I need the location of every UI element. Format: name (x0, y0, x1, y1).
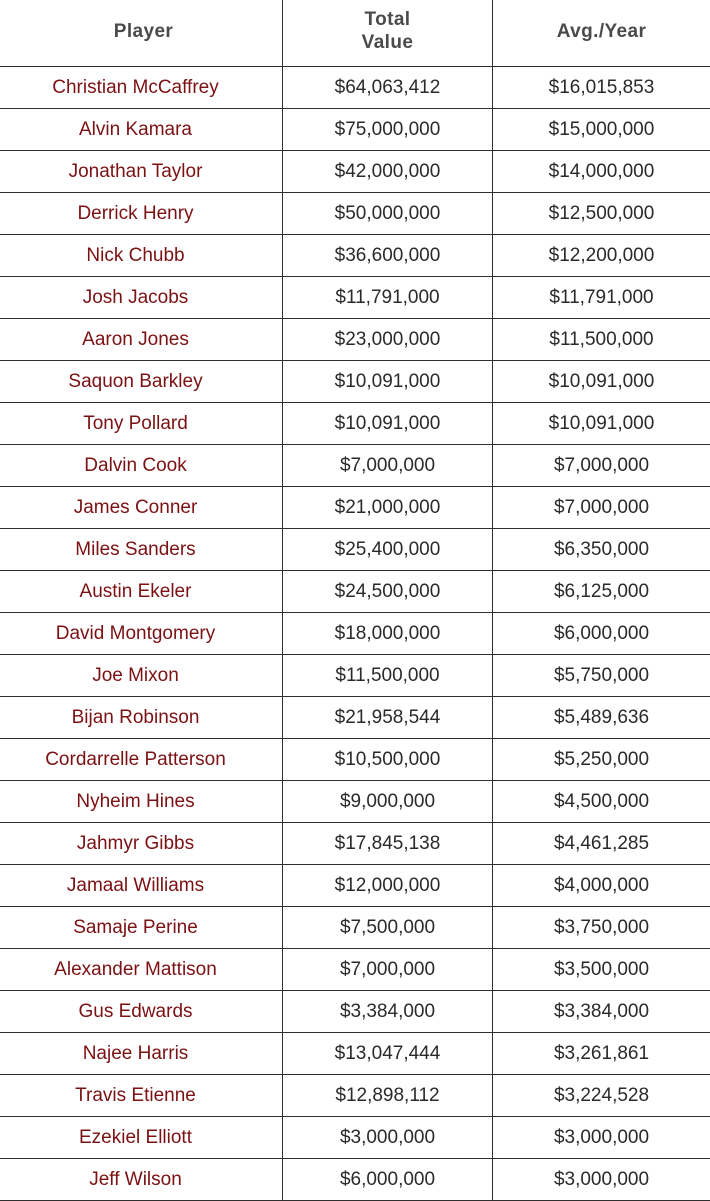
total-value-cell: $10,091,000 (283, 403, 493, 445)
table-row[interactable] (0, 655, 710, 697)
player-name-cell[interactable]: Jahmyr Gibbs (0, 823, 283, 865)
total-value-cell: $10,500,000 (283, 739, 493, 781)
player-name-cell[interactable]: Tony Pollard (0, 403, 283, 445)
avg-per-year-cell: $11,500,000 (493, 319, 710, 361)
table-row[interactable] (0, 823, 710, 865)
avg-per-year-cell: $12,500,000 (493, 193, 710, 235)
avg-per-year-cell: $6,350,000 (493, 529, 710, 571)
table-row[interactable] (0, 361, 710, 403)
table-row[interactable] (0, 739, 710, 781)
total-value-cell: $36,600,000 (283, 235, 493, 277)
avg-year-column-header[interactable]: Avg./Year (493, 0, 710, 67)
table-row[interactable] (0, 865, 710, 907)
total-value-cell: $64,063,412 (283, 67, 493, 109)
avg-per-year-cell: $15,000,000 (493, 109, 710, 151)
avg-per-year-cell: $3,000,000 (493, 1117, 710, 1159)
player-name-cell[interactable]: Alvin Kamara (0, 109, 283, 151)
total-value-header-line2: Value (283, 31, 492, 54)
avg-per-year-cell: $12,200,000 (493, 235, 710, 277)
total-value-cell: $3,000,000 (283, 1117, 493, 1159)
table-row[interactable] (0, 697, 710, 739)
avg-per-year-cell: $3,750,000 (493, 907, 710, 949)
player-name-cell[interactable]: David Montgomery (0, 613, 283, 655)
player-name-cell[interactable]: Cordarrelle Patterson (0, 739, 283, 781)
total-value-cell: $18,000,000 (283, 613, 493, 655)
total-value-cell: $42,000,000 (283, 151, 493, 193)
player-name-cell[interactable]: Dalvin Cook (0, 445, 283, 487)
player-name-cell[interactable]: Aaron Jones (0, 319, 283, 361)
table-row[interactable] (0, 67, 710, 109)
avg-per-year-cell: $11,791,000 (493, 277, 710, 319)
total-value-cell: $50,000,000 (283, 193, 493, 235)
table-row[interactable] (0, 277, 710, 319)
avg-per-year-cell: $4,461,285 (493, 823, 710, 865)
player-column-header[interactable]: Player (0, 0, 283, 67)
total-value-cell: $25,400,000 (283, 529, 493, 571)
avg-per-year-cell: $3,384,000 (493, 991, 710, 1033)
table-row[interactable] (0, 907, 710, 949)
player-name-cell[interactable]: Najee Harris (0, 1033, 283, 1075)
player-name-cell[interactable]: James Conner (0, 487, 283, 529)
avg-per-year-cell: $7,000,000 (493, 445, 710, 487)
total-value-cell: $12,898,112 (283, 1075, 493, 1117)
player-name-cell[interactable]: Josh Jacobs (0, 277, 283, 319)
avg-per-year-cell: $4,000,000 (493, 865, 710, 907)
player-name-cell[interactable]: Nyheim Hines (0, 781, 283, 823)
total-value-cell: $11,500,000 (283, 655, 493, 697)
avg-per-year-cell: $6,000,000 (493, 613, 710, 655)
player-name-cell[interactable]: Joe Mixon (0, 655, 283, 697)
table-row[interactable] (0, 1033, 710, 1075)
avg-per-year-cell: $5,489,636 (493, 697, 710, 739)
total-value-cell: $75,000,000 (283, 109, 493, 151)
table-row[interactable] (0, 235, 710, 277)
table-row[interactable] (0, 991, 710, 1033)
total-value-cell: $7,500,000 (283, 907, 493, 949)
player-name-cell[interactable]: Gus Edwards (0, 991, 283, 1033)
player-name-cell[interactable]: Alexander Mattison (0, 949, 283, 991)
avg-per-year-cell: $14,000,000 (493, 151, 710, 193)
total-value-cell: $11,791,000 (283, 277, 493, 319)
table-row[interactable] (0, 1159, 710, 1201)
total-value-cell: $21,000,000 (283, 487, 493, 529)
total-value-cell: $7,000,000 (283, 949, 493, 991)
player-name-cell[interactable]: Travis Etienne (0, 1075, 283, 1117)
avg-per-year-cell: $6,125,000 (493, 571, 710, 613)
avg-per-year-cell: $5,750,000 (493, 655, 710, 697)
total-value-cell: $24,500,000 (283, 571, 493, 613)
total-value-cell: $7,000,000 (283, 445, 493, 487)
avg-per-year-cell: $10,091,000 (493, 403, 710, 445)
total-value-cell: $17,845,138 (283, 823, 493, 865)
player-name-cell[interactable]: Jeff Wilson (0, 1159, 283, 1201)
table-row[interactable] (0, 1117, 710, 1159)
player-name-cell[interactable]: Jamaal Williams (0, 865, 283, 907)
avg-per-year-cell: $5,250,000 (493, 739, 710, 781)
avg-per-year-cell: $3,000,000 (493, 1159, 710, 1201)
table-row[interactable] (0, 487, 710, 529)
player-name-cell[interactable]: Jonathan Taylor (0, 151, 283, 193)
total-value-column-header[interactable] (283, 0, 493, 67)
table-row[interactable] (0, 403, 710, 445)
table-body (0, 67, 710, 1201)
avg-per-year-cell: $3,500,000 (493, 949, 710, 991)
total-value-cell: $9,000,000 (283, 781, 493, 823)
player-name-cell[interactable]: Ezekiel Elliott (0, 1117, 283, 1159)
total-value-cell: $23,000,000 (283, 319, 493, 361)
avg-per-year-cell: $16,015,853 (493, 67, 710, 109)
total-value-cell: $10,091,000 (283, 361, 493, 403)
total-value-cell: $6,000,000 (283, 1159, 493, 1201)
total-value-cell: $21,958,544 (283, 697, 493, 739)
table-row[interactable] (0, 949, 710, 991)
table-row[interactable] (0, 781, 710, 823)
table-row[interactable] (0, 445, 710, 487)
table-row[interactable] (0, 529, 710, 571)
player-name-cell[interactable]: Saquon Barkley (0, 361, 283, 403)
table-row[interactable] (0, 571, 710, 613)
table-row[interactable] (0, 319, 710, 361)
player-name-cell[interactable]: Derrick Henry (0, 193, 283, 235)
table-row[interactable] (0, 151, 710, 193)
avg-per-year-cell: $3,224,528 (493, 1075, 710, 1117)
player-name-cell[interactable]: Bijan Robinson (0, 697, 283, 739)
avg-per-year-cell: $10,091,000 (493, 361, 710, 403)
avg-per-year-cell: $4,500,000 (493, 781, 710, 823)
table-header-row (0, 0, 710, 67)
total-value-cell: $3,384,000 (283, 991, 493, 1033)
table-row[interactable] (0, 109, 710, 151)
player-name-cell[interactable]: Samaje Perine (0, 907, 283, 949)
table-row[interactable] (0, 193, 710, 235)
player-name-cell[interactable]: Austin Ekeler (0, 571, 283, 613)
total-value-cell: $13,047,444 (283, 1033, 493, 1075)
player-name-cell[interactable]: Christian McCaffrey (0, 67, 283, 109)
avg-per-year-cell: $3,261,861 (493, 1033, 710, 1075)
player-name-cell[interactable]: Nick Chubb (0, 235, 283, 277)
avg-per-year-cell: $7,000,000 (493, 487, 710, 529)
table-row[interactable] (0, 1075, 710, 1117)
player-name-cell[interactable]: Miles Sanders (0, 529, 283, 571)
total-value-cell: $12,000,000 (283, 865, 493, 907)
table-row[interactable] (0, 613, 710, 655)
total-value-header-line1: Total (283, 8, 492, 31)
